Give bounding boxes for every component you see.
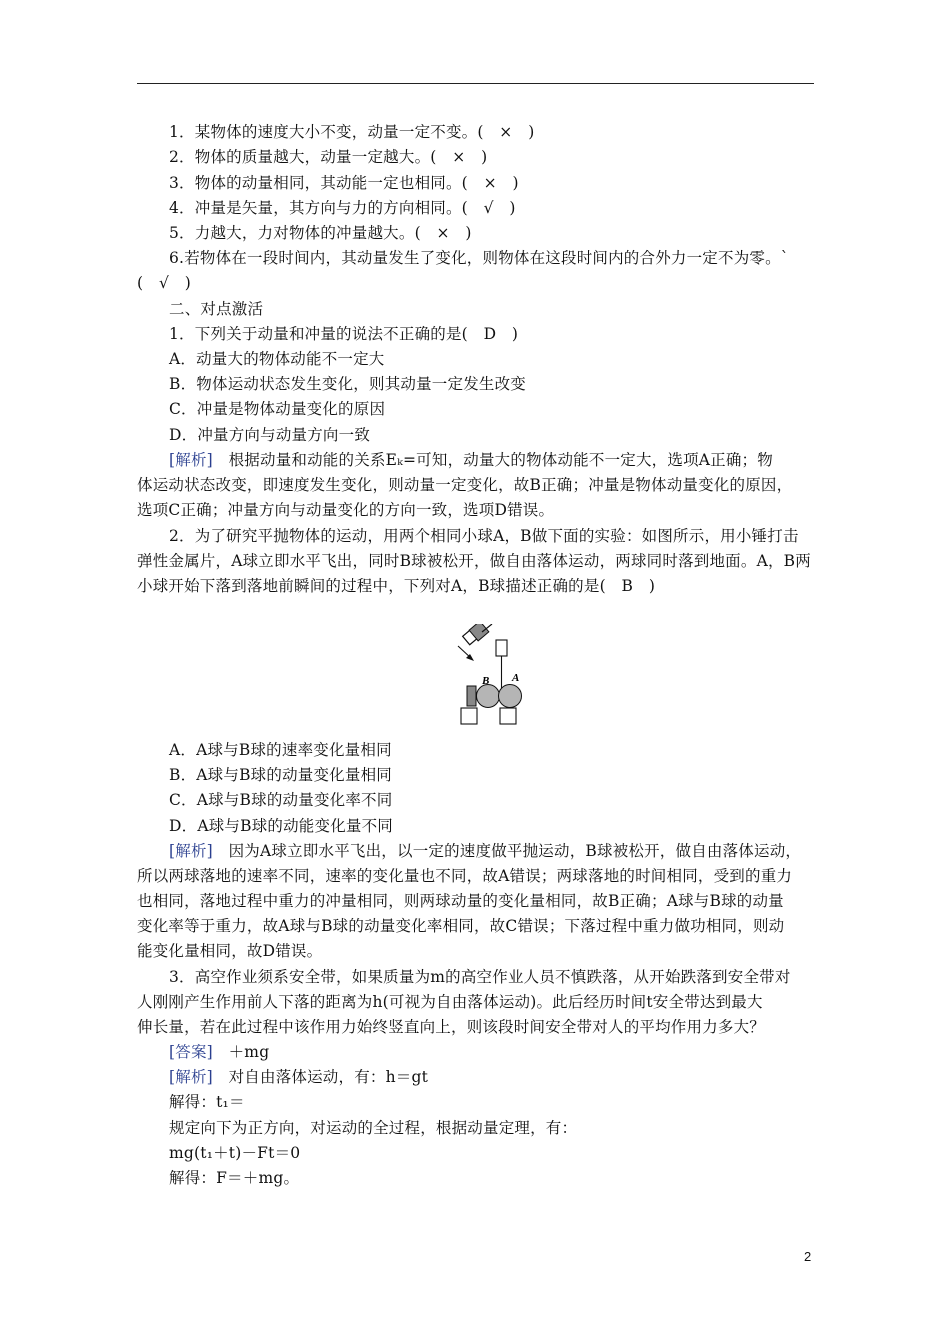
q1-option-a: A．动量大的物体动能不一定大 [169,350,385,368]
q1-option-b: B．物体运动状态发生变化，则其动量一定发生改变 [169,375,526,393]
q2-analysis-line-4: 变化率等于重力，故A球与B球的动量变化率相同，故C错误；下落过程中重力做功相同，则动 [137,917,785,935]
analysis-tag: [解析] [169,451,213,469]
q2-option-d: D．A球与B球的动能变化量不同 [169,817,394,835]
label-b: B [482,675,490,687]
base-left [461,708,477,724]
q2-analysis-line-1: [解析] 因为A球立即水平飞出，以一定的速度做平抛运动，B球被松开，做自由落体运动， [169,842,802,860]
section-title: 二、对点激活 [169,300,264,318]
q1-analysis-line-1: [解析] 根据动量和动能的关系Eₖ=可知，动量大的物体动能不一定大，选项A正确；物 [169,451,773,469]
tf-item-2: 2．物体的质量越大，动量一定越大。( × ) [169,148,488,166]
hammer-icon [463,624,492,645]
tf-item-6: 6.若物体在一段时间内，其动量发生了变化，则物体在这段时间内的合外力一定不为零。` [169,249,789,267]
q3-analysis-line-1: [解析] 对自由落体运动，有：h＝gt [169,1068,429,1086]
q2-option-c: C．A球与B球的动量变化率不同 [169,791,393,809]
q1-analysis-line-3: 选项C正确；冲量方向与动量变化的方向一致，选项D错误。 [137,501,555,519]
tf-item-1: 1．某物体的速度大小不变，动量一定不变。( × ) [169,123,535,141]
q2-stem-line-2: 弹性金属片，A球立即水平飞出，同时B球被松开，做自由落体运动，两球同时落到地面。A，B两 [137,552,811,570]
q3-solution-4: 解得：F＝＋mg。 [169,1169,300,1187]
q2-option-a: A．A球与B球的速率变化量相同 [169,741,392,759]
q2-option-b: B．A球与B球的动量变化量相同 [169,766,392,784]
q2-stem-line-1: 2．为了研究平抛物体的运动，用两个相同小球A，B做下面的实验：如图所示，用小锤打击 [169,527,799,545]
header-rule [137,83,814,84]
stand-block [467,686,476,706]
tf-item-3: 3．物体的动量相同，其动能一定也相同。( × ) [169,174,519,192]
page-number: 2 [804,1249,812,1264]
q3-stem-line-3: 伸长量，若在此过程中该作用力始终竖直向上，则该段时间安全带对人的平均作用力多大？ [137,1018,766,1036]
q1-analysis-line-2: 体运动状态改变，即速度发生变化，则动量一定变化，故B正确；冲量是物体动量变化的原因， [137,476,793,494]
q2-stem-line-3: 小球开始下落到落地前瞬间的过程中，下列对A，B球描述正确的是( B ) [137,577,656,595]
clamp-top [496,640,507,656]
base-right [500,708,516,724]
q1-option-d: D．冲量方向与动量方向一致 [169,426,371,444]
analysis-tag: [解析] [169,1068,213,1086]
q3-solution-1: 解得：t₁＝ [169,1093,245,1111]
q1-stem: 1．下列关于动量和冲量的说法不正确的是( D ) [169,325,519,343]
experiment-figure [452,624,532,728]
q3-solution-3: mg(t₁＋t)－Ft＝0 [169,1144,301,1162]
q2-analysis-line-5: 能变化量相同，故D错误。 [137,942,323,960]
label-a: A [512,672,520,684]
q3-answer: [答案] ＋mg [169,1043,270,1061]
q3-stem-line-1: 3．高空作业须系安全带，如果质量为m的高空作业人员不慎跌落，从开始跌落到安全带对 [169,968,791,986]
answer-tag: [答案] [169,1043,213,1061]
ball-a [499,685,522,708]
tf-item-5: 5．力越大，力对物体的冲量越大。( × ) [169,224,472,242]
tf-item-4: 4．冲量是矢量，其方向与力的方向相同。( √ ) [169,199,516,217]
q2-analysis-line-2: 所以两球落地的速率不同，速率的变化量也不同，故A错误；两球落地的时间相同，受到的重力 [137,867,793,885]
arrow-icon [458,646,474,661]
q3-solution-2: 规定向下为正方向，对运动的全过程，根据动量定理，有： [169,1119,578,1137]
tf-item-6-answer: ( √ ) [137,274,191,292]
q1-option-c: C．冲量是物体动量变化的原因 [169,400,386,418]
ball-b [477,685,500,708]
q3-stem-line-2: 人刚刚产生作用前人下落的距离为h(可视为自由落体运动)。此后经历时间t安全带达到最大 [137,993,763,1011]
q2-analysis-line-3: 也相同，落地过程中重力的冲量相同，则两球动量的变化量相同，故B正确；A球与B球的动量 [137,892,784,910]
analysis-tag: [解析] [169,842,213,860]
